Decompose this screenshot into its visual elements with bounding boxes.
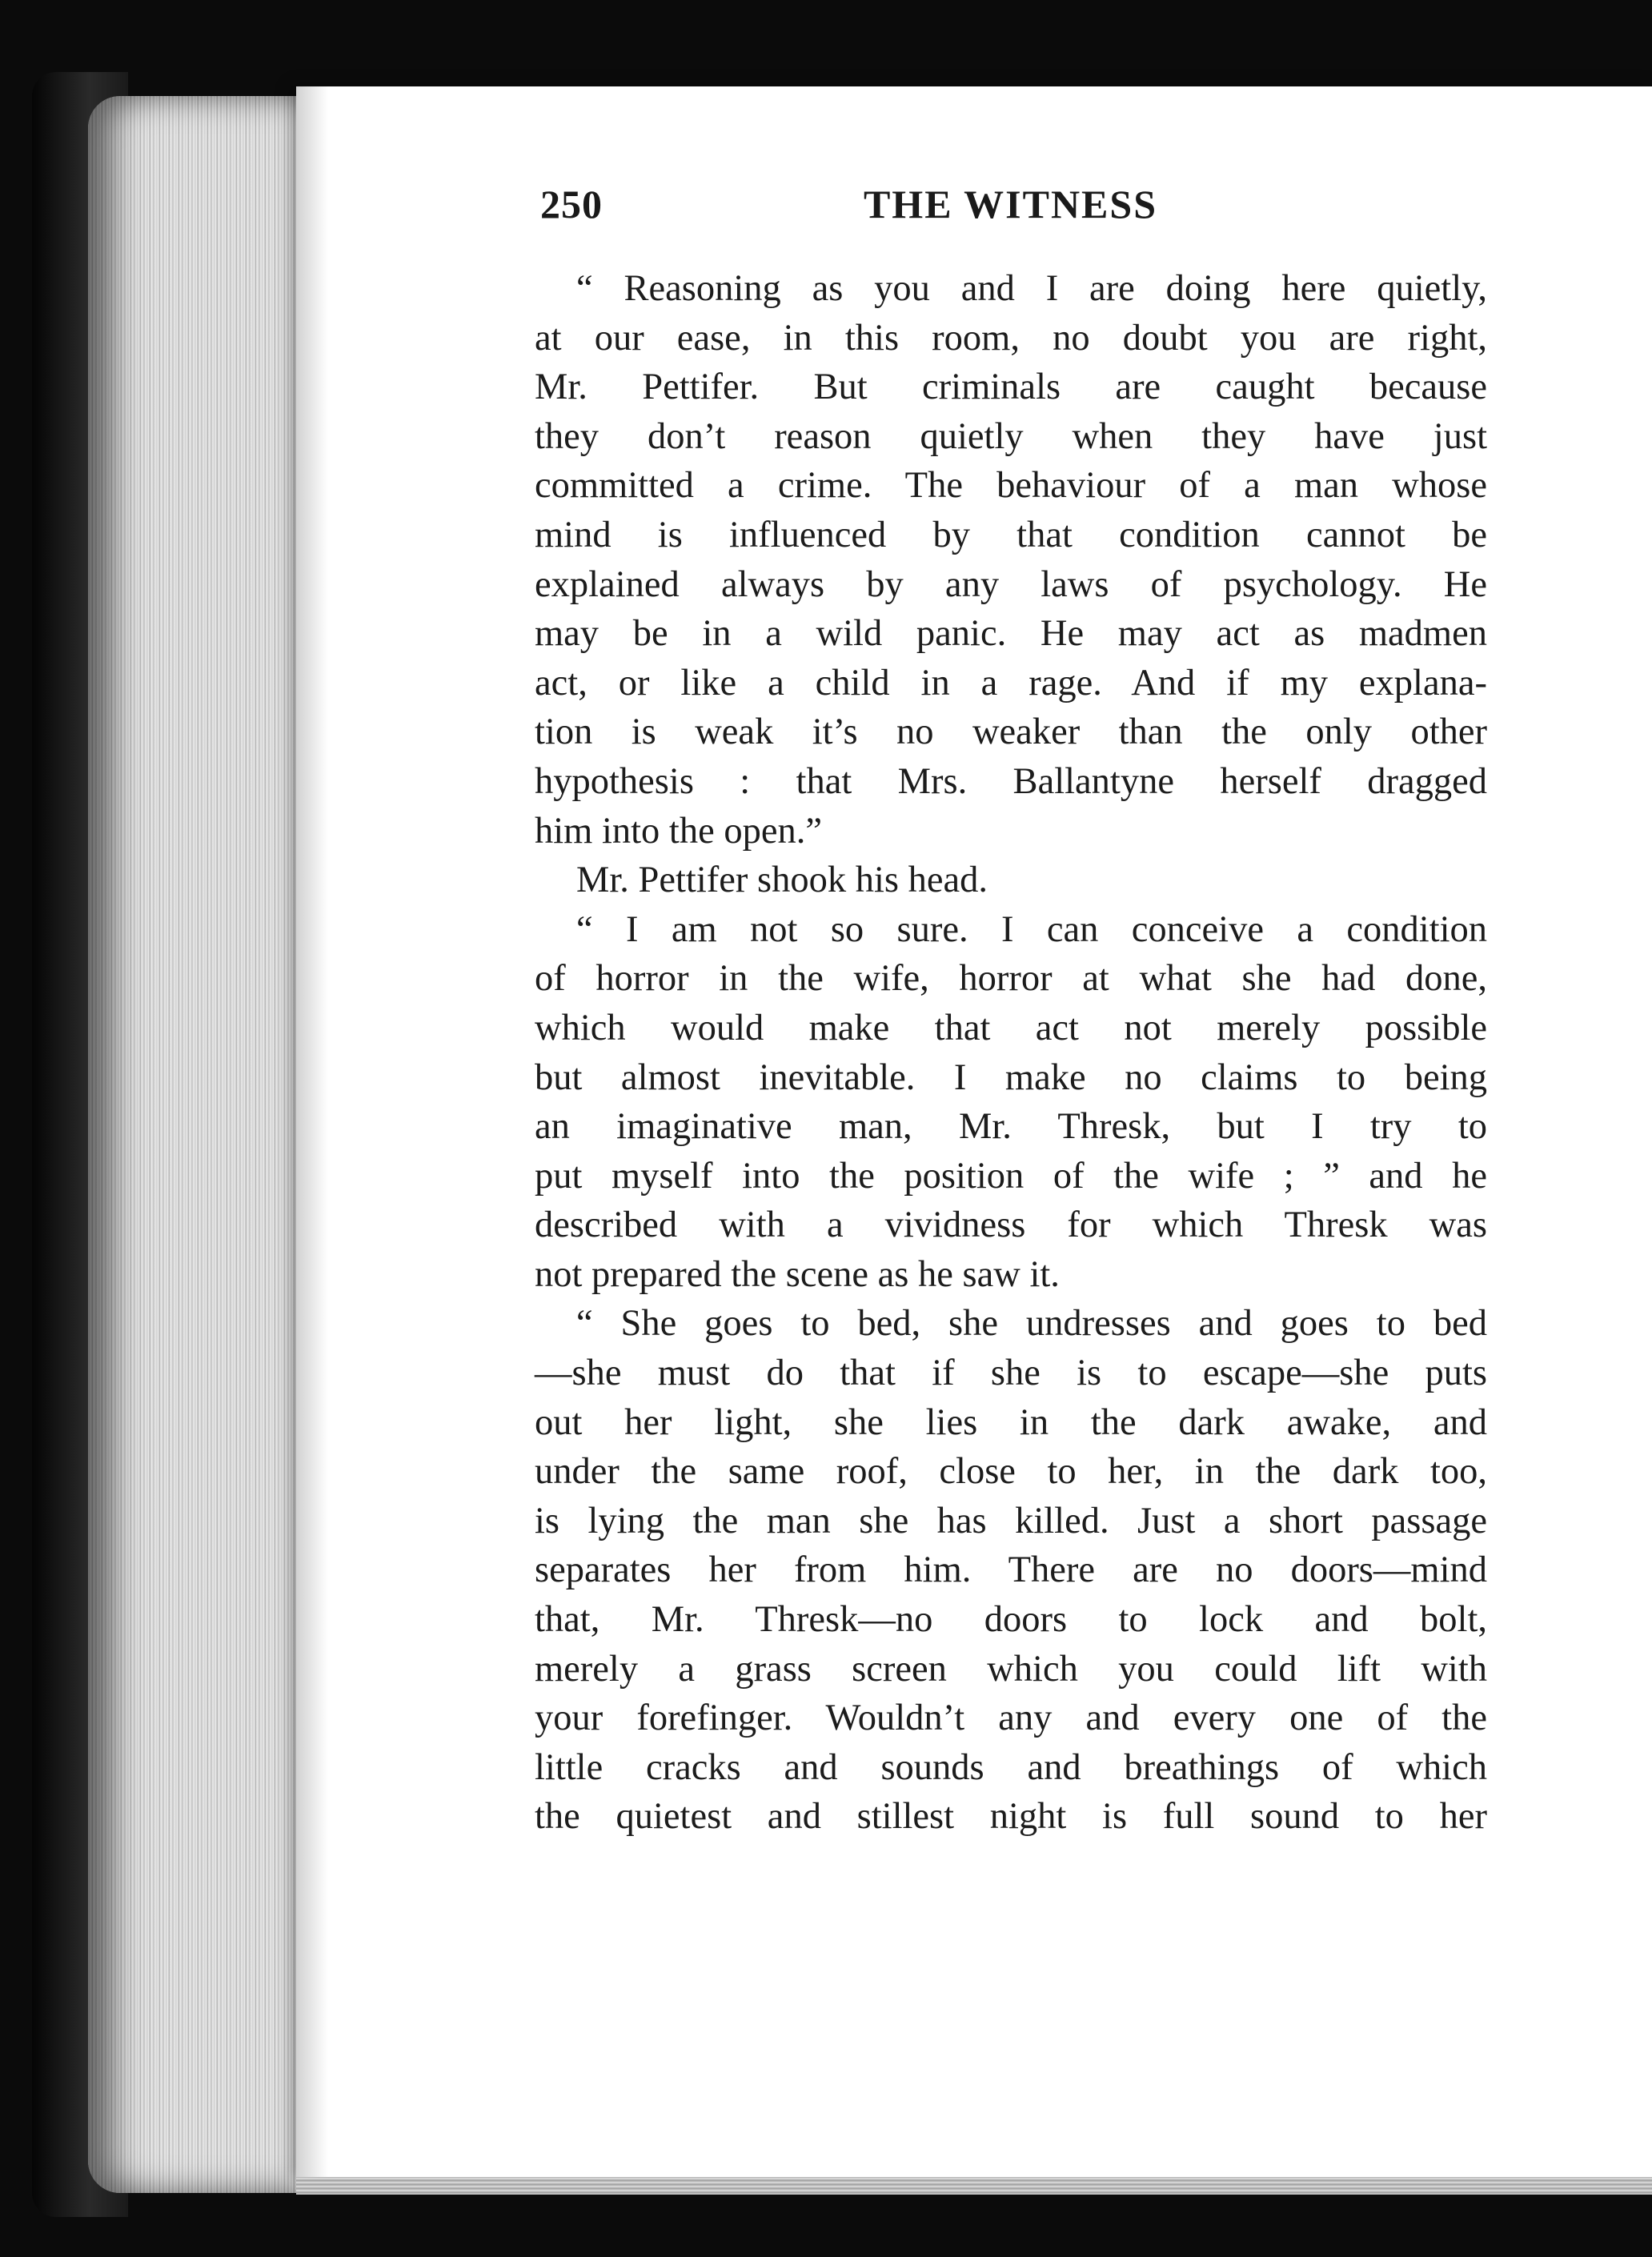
text-line: “ Reasoning as you and I are doing here quietly, <box>576 268 1487 309</box>
gutter-shadow <box>296 86 328 2177</box>
text-line: —she must do that if she is to escape—she puts <box>535 1353 1487 1394</box>
text-line: “ I am not so sure. I can conceive a condition <box>576 908 1487 950</box>
running-head <box>540 181 1481 245</box>
text-line: of horror in the wife, horror at what she had done, <box>535 958 1487 1000</box>
text-line: described with a vividness for which Thresk was <box>535 1205 1487 1246</box>
text-line: committed a crime. The behaviour of a man whose <box>535 465 1487 507</box>
text-line: at our ease, in this room, no doubt you are right, <box>535 317 1487 359</box>
text-line: put myself into the position of the wife ; ” and he <box>535 1155 1487 1197</box>
text-line: under the same roof, close to her, in the dark too, <box>535 1451 1487 1493</box>
text-line: may be in a wild panic. He may act as madmen <box>535 613 1487 655</box>
text-line: an imaginative man, Mr. Thresk, but I try to <box>535 1106 1487 1148</box>
text-line: the quietest and stillest night is full sound to her <box>535 1796 1487 1838</box>
text-line: out her light, she lies in the dark awake, and <box>535 1401 1487 1443</box>
text-line: they don’t reason quietly when they have just <box>535 415 1487 457</box>
book-page <box>296 86 1652 2177</box>
text-line: Mr. Pettifer. But criminals are caught because <box>535 367 1487 408</box>
text-line: act, or like a child in a rage. And if my explana- <box>535 662 1487 704</box>
text-line: mind is influenced by that condition cannot be <box>535 514 1487 555</box>
text-line: explained always by any laws of psychology. He <box>535 563 1487 605</box>
text-line: him into the open.” <box>535 810 823 852</box>
page-number: 250 <box>540 182 603 227</box>
text-line: merely a grass screen which you could lift with <box>535 1648 1487 1690</box>
text-line: not prepared the scene as he saw it. <box>535 1253 1060 1295</box>
text-line: tion is weak it’s no weaker than the only other <box>535 712 1487 753</box>
text-line: Mr. Pettifer shook his head. <box>576 860 988 901</box>
text-line: hypothesis : that Mrs. Ballantyne herself dragged <box>535 760 1487 802</box>
page-fore-edge <box>88 96 304 2193</box>
text-line: little cracks and sounds and breathings of which <box>535 1746 1487 1788</box>
running-title: THE WITNESS <box>863 182 1158 227</box>
text-line: is lying the man she has killed. Just a short passage <box>535 1500 1487 1541</box>
text-line: but almost inevitable. I make no claims to being <box>535 1056 1487 1098</box>
text-line: separates her from him. There are no doors—mind <box>535 1549 1487 1591</box>
text-line: that, Mr. Thresk—no doors to lock and bolt, <box>535 1599 1487 1641</box>
page-bottom-edge <box>296 2177 1652 2195</box>
body-text <box>535 264 1487 1842</box>
text-line: which would make that act not merely possible <box>535 1007 1487 1048</box>
text-line: your forefinger. Wouldn’t any and every one of the <box>535 1698 1487 1739</box>
text-line: “ She goes to bed, she undresses and goes to bed <box>576 1303 1487 1345</box>
